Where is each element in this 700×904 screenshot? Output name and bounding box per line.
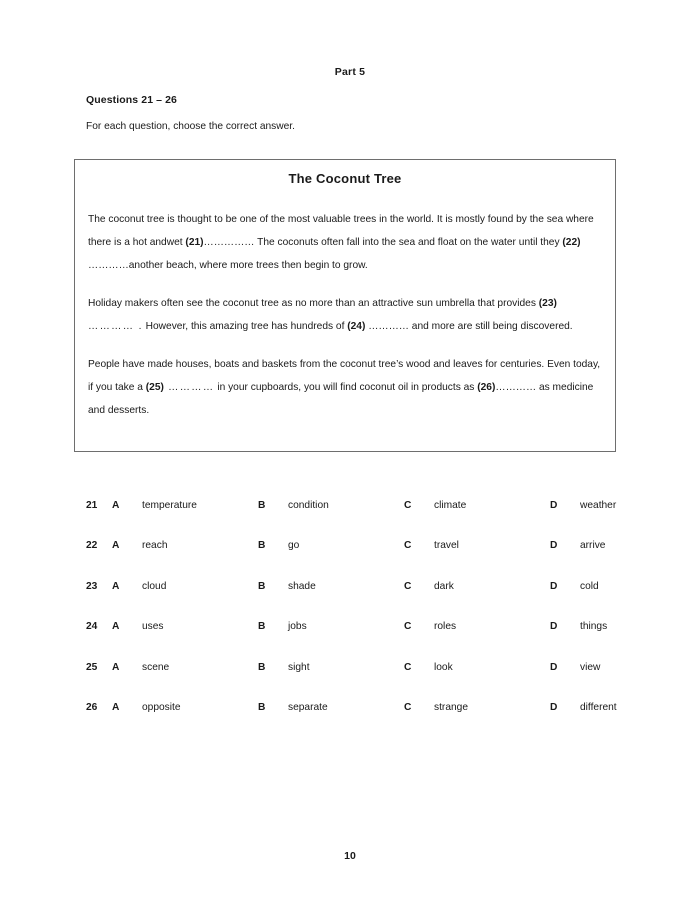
blank-number: (24) — [347, 321, 366, 332]
passage-paragraph — [88, 292, 603, 338]
option-letter-b[interactable]: B — [258, 580, 266, 592]
option-letter-c[interactable]: C — [404, 540, 412, 552]
passage-body — [75, 208, 615, 422]
option-text-a[interactable]: uses — [142, 621, 164, 633]
passage-text: wet — [166, 237, 186, 248]
option-text-d[interactable]: arrive — [580, 540, 606, 552]
blank-dots: ………… — [88, 260, 129, 271]
blank-number: (22) — [562, 237, 581, 248]
option-letter-d[interactable]: D — [550, 499, 558, 511]
option-text-c[interactable]: dark — [434, 580, 454, 592]
option-letter-b[interactable]: B — [258, 702, 266, 714]
blank-number: (23) — [538, 298, 557, 309]
option-text-b[interactable]: go — [288, 540, 300, 552]
option-text-a[interactable]: scene — [142, 661, 170, 673]
blank-dots: ………… — [495, 382, 537, 393]
instruction-text: For each question, choose the correct answer. — [86, 121, 295, 132]
option-text-c[interactable]: strange — [434, 702, 468, 714]
option-letter-a[interactable]: A — [112, 580, 120, 592]
option-letter-d[interactable]: D — [550, 621, 558, 633]
passage-text: The coconut tree is thought to be one of the most valuable trees in the world. It is mostly found by the sea where there is a hot and — [88, 214, 594, 248]
option-text-a[interactable]: opposite — [142, 702, 181, 714]
option-text-c[interactable]: climate — [434, 499, 467, 511]
option-letter-d[interactable]: D — [550, 702, 558, 714]
passage-paragraph — [88, 208, 603, 277]
option-letter-c[interactable]: C — [404, 499, 412, 511]
option-text-a[interactable]: cloud — [142, 580, 167, 592]
table-row — [86, 647, 626, 688]
option-letter-a[interactable]: A — [112, 499, 120, 511]
blank-number: (26) — [477, 382, 496, 393]
question-number: 26 — [86, 702, 98, 714]
passage-text: People have made houses, boats and baskets from the coconut tree’s wood and leaves for centuries. Even today, if you take a — [88, 359, 601, 393]
option-letter-c[interactable]: C — [404, 580, 412, 592]
blank-dots: ………… . — [88, 321, 143, 332]
option-text-b[interactable]: sight — [288, 661, 310, 673]
option-letter-b[interactable]: B — [258, 540, 266, 552]
option-letter-d[interactable]: D — [550, 580, 558, 592]
question-number: 25 — [86, 661, 98, 673]
question-number: 21 — [86, 499, 98, 511]
passage-text: The coconuts often fall into the sea and float on the water until they — [254, 237, 563, 248]
passage-text: another beach, where more trees then begin to grow. — [128, 260, 368, 271]
blank-number: (25) — [145, 382, 164, 393]
passage-title: The Coconut Tree — [288, 171, 402, 186]
answer-options-table — [86, 485, 626, 728]
blank-dots: ………… — [163, 382, 215, 393]
question-number: 23 — [86, 580, 98, 592]
question-number: 24 — [86, 621, 98, 633]
passage-box — [74, 159, 616, 452]
answer-options-body — [86, 485, 626, 728]
questions-range-heading: Questions 21 – 26 — [86, 94, 177, 106]
option-letter-a[interactable]: A — [112, 661, 120, 673]
table-row — [86, 485, 626, 526]
blank-dots: ………… — [365, 321, 409, 332]
option-text-c[interactable]: roles — [434, 621, 457, 633]
option-letter-b[interactable]: B — [258, 621, 266, 633]
option-letter-b[interactable]: B — [258, 661, 266, 673]
option-letter-b[interactable]: B — [258, 499, 266, 511]
passage-text: as medicine and desserts. — [88, 382, 594, 416]
option-text-b[interactable]: condition — [288, 499, 329, 511]
option-text-b[interactable]: separate — [288, 702, 328, 714]
option-letter-d[interactable]: D — [550, 661, 558, 673]
blank-dots: …………… — [203, 237, 255, 248]
option-text-d[interactable]: things — [580, 621, 608, 633]
option-letter-c[interactable]: C — [404, 702, 412, 714]
option-letter-a[interactable]: A — [112, 702, 120, 714]
option-letter-d[interactable]: D — [550, 540, 558, 552]
table-row — [86, 526, 626, 567]
passage-text: However, this amazing tree has hundreds of — [142, 321, 348, 332]
option-text-b[interactable]: jobs — [288, 621, 307, 633]
option-letter-a[interactable]: A — [112, 621, 120, 633]
blank-number: (21) — [185, 237, 204, 248]
part-title: Part 5 — [334, 66, 366, 78]
passage-text: Holiday makers often see the coconut tree as no more than an attractive sun umbrella that provides — [88, 298, 539, 309]
passage-paragraph — [88, 353, 603, 422]
table-row — [86, 607, 626, 648]
option-text-d[interactable]: different — [580, 702, 617, 714]
option-text-c[interactable]: look — [434, 661, 453, 673]
page-number: 10 — [344, 850, 356, 862]
option-letter-c[interactable]: C — [404, 621, 412, 633]
table-row — [86, 688, 626, 729]
option-text-a[interactable]: temperature — [142, 499, 197, 511]
option-letter-a[interactable]: A — [112, 540, 120, 552]
option-text-b[interactable]: shade — [288, 580, 316, 592]
passage-text: in your cupboards, you will find coconut oil in products as — [214, 382, 478, 393]
passage-text: and more are still being discovered. — [408, 321, 573, 332]
option-text-d[interactable]: view — [580, 661, 601, 673]
question-number: 22 — [86, 540, 98, 552]
option-text-d[interactable]: cold — [580, 580, 599, 592]
option-text-a[interactable]: reach — [142, 540, 168, 552]
option-text-c[interactable]: travel — [434, 540, 459, 552]
option-letter-c[interactable]: C — [404, 661, 412, 673]
table-row — [86, 566, 626, 607]
option-text-d[interactable]: weather — [580, 499, 617, 511]
